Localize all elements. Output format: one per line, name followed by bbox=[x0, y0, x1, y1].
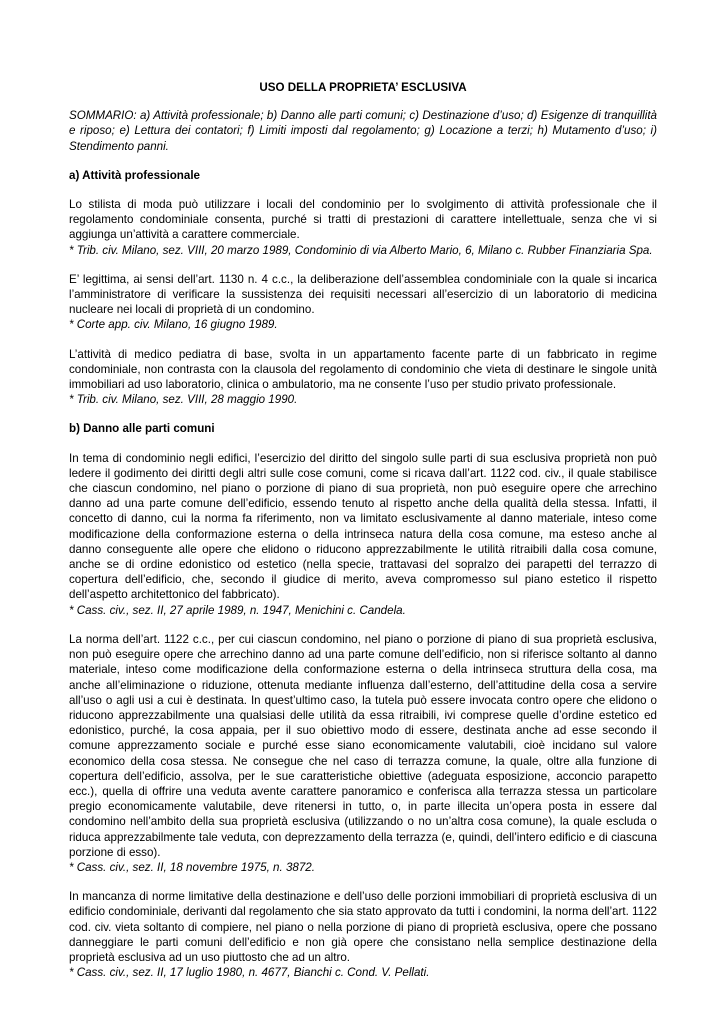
paragraph bbox=[69, 451, 657, 618]
section-a bbox=[69, 168, 657, 408]
paragraph bbox=[69, 197, 657, 258]
citation: * Corte app. civ. Milano, 16 giugno 1989. bbox=[69, 318, 278, 332]
citation: * Cass. civ., sez. II, 17 luglio 1980, n. 4677, Bianchi c. Cond. V. Pellati. bbox=[69, 966, 430, 980]
citation: * Trib. civ. Milano, sez. VIII, 28 maggio 1990. bbox=[69, 393, 298, 407]
paragraph bbox=[69, 889, 657, 980]
citation: * Cass. civ., sez. II, 27 aprile 1989, n. 1947, Menichini c. Candela. bbox=[69, 603, 406, 617]
paragraph-text: L’attività di medico pediatra di base, svolta in un appartamento facente parte di un fabbricato in regime condominiale, non contrasta con la clausola del regolamento di condominio che vieta di destinare le singole unità immobiliari ad uso laboratorio, clinica o ambulatorio, ma ne consente l’uso per studio privato professionale. bbox=[69, 347, 657, 392]
paragraph bbox=[69, 632, 657, 875]
paragraph-text: E’ legittima, ai sensi dell’art. 1130 n. 4 c.c., la deliberazione dell’assemblea condominiale con la quale si incarica l’amministratore di verificare la sussistenza dei requisiti necessari all’esercizio di un laboratorio di medicina nucleare nei locali di proprietà di un condomino. bbox=[69, 272, 657, 317]
section-heading-b: b) Danno alle parti comuni bbox=[69, 422, 215, 436]
paragraph-text: In mancanza di norme limitative della destinazione e dell’uso delle porzioni immobiliari di proprietà esclusiva di un edificio condominiale, derivanti dal regolamento che sia stato approvato da tutti i condomini, la norma dell’art. 1122 cod. civ. vieta soltanto di compiere, nel piano o nella porzione di piano di proprietà esclusiva, opere che possano danneggiare le parti comuni dell’edificio e non già opere che consistano nella semplice destinazione della proprietà esclusiva ad un uso piuttosto che ad un altro. bbox=[69, 890, 657, 964]
paragraph-text: La norma dell’art. 1122 c.c., per cui ciascun condomino, nel piano o porzione di piano di sua proprietà esclusiva, non può eseguire opere che arrechino danno ad una parte comune dell’edificio, non si riferisce soltanto al danno materiale, inteso come modificazione della conformazione esterna o della intrinseca struttura della cosa, ma anche all’eliminazione o riduzione, ottenuta mediante influenza dall’esterno, dell’attitudine della cosa a servire all’uso o agli usi a cui è destinata. In quest’ultimo caso, la tutela può essere invocata contro opere che elidono o riducono apprezzabilmente una qualsiasi delle utilità da essa ritraibili, ivi comprese quelle d’ordine estetico ed edonistico, purché, la cosa appaia, per il suo obiettivo modo di essere, destinata anche ad esse secondo il comune apprezzamento sociale e purché esse siano economicamente valutabili, cioè incidano sul valore economico della cosa stessa. Ne consegue che nel caso di terrazza comune, la quale, oltre alla funzione di copertura dell’edificio, assolva, per le sue caratteristiche obiettive (adeguata esposizione, acconcio parapetto ecc.), quella di offrire una veduta avente carattere panoramico e conferisca alla terrazza stessa un particolare pregio economicamente valutabile, deve ritenersi in tutto, o, in parte illecita un’opera posta in essere dal condomino nell’ambito della sua proprietà esclusiva (utilizzando o no un’altra cosa comune), la quale escluda o riduca apprezzabilmente tale veduta, con deprezzamento della terrazza (e, quindi, dell’intero edificio e di ciascuna porzione di esso). bbox=[69, 632, 657, 859]
summary: SOMMARIO: a) Attività professionale; b) Danno alle parti comuni; c) Destinazione d’uso; d) Esigenze di tranquillità e riposo; e) Lettura dei contatori; f) Limiti imposti dal regolamento; g) Locazione a terzi; h) Mutamento d’uso; i) Stendimento panni. bbox=[69, 109, 657, 153]
paragraph-text: Lo stilista di moda può utilizzare i locali del condominio per lo svolgimento di attività professionale che il regolamento condominiale consenta, purché si tratti di prestazioni di carattere intellettuale, senza che vi si aggiunga un’attività a carattere commerciale. bbox=[69, 198, 657, 242]
section-heading-a: a) Attività professionale bbox=[69, 168, 200, 182]
document-page bbox=[69, 80, 657, 994]
citation: * Trib. civ. Milano, sez. VIII, 20 marzo 1989, Condominio di via Alberto Mario, 6, Milano c. Rubber Finanziaria Spa. bbox=[69, 243, 653, 257]
paragraph-text: In tema di condominio negli edifici, l’esercizio del diritto del singolo sulle parti di sua esclusiva proprietà non può ledere il godimento dei diritti degli altri sulle cose comuni, come si ricava dall’art. 1122 cod. civ., il quale stabilisce che ciascun condomino, nel piano o porzione di piano di sua proprietà, non può eseguire opere che arrechino danno ad una parte comune dell’edificio, essendo tenuto al rispetto anche della qualità della stessa. Infatti, il concetto di danno, cui la norma fa riferimento, non va limitato esclusivamente al danno materiale, inteso come modificazione della conformazione esterna o della intrinseca natura della cosa comune, ma esteso anche al danno conseguente alle opere che elidono o riducono apprezzabilmente le utilità ritraibili dalla cosa comune, anche se di ordine edonistico od estetico (nella specie, trattavasi del sopralzo dei parapetti del terrazzo di copertura dell’edificio, che, secondo il giudice di merito, aveva compromesso sul piano estetico il rispetto dell’aspetto architettonico del fabbricato). bbox=[69, 451, 657, 602]
paragraph bbox=[69, 347, 657, 408]
paragraph bbox=[69, 272, 657, 333]
citation: * Cass. civ., sez. II, 18 novembre 1975, n. 3872. bbox=[69, 860, 315, 874]
document-title: USO DELLA PROPRIETA’ ESCLUSIVA bbox=[259, 81, 467, 94]
section-b bbox=[69, 421, 657, 980]
